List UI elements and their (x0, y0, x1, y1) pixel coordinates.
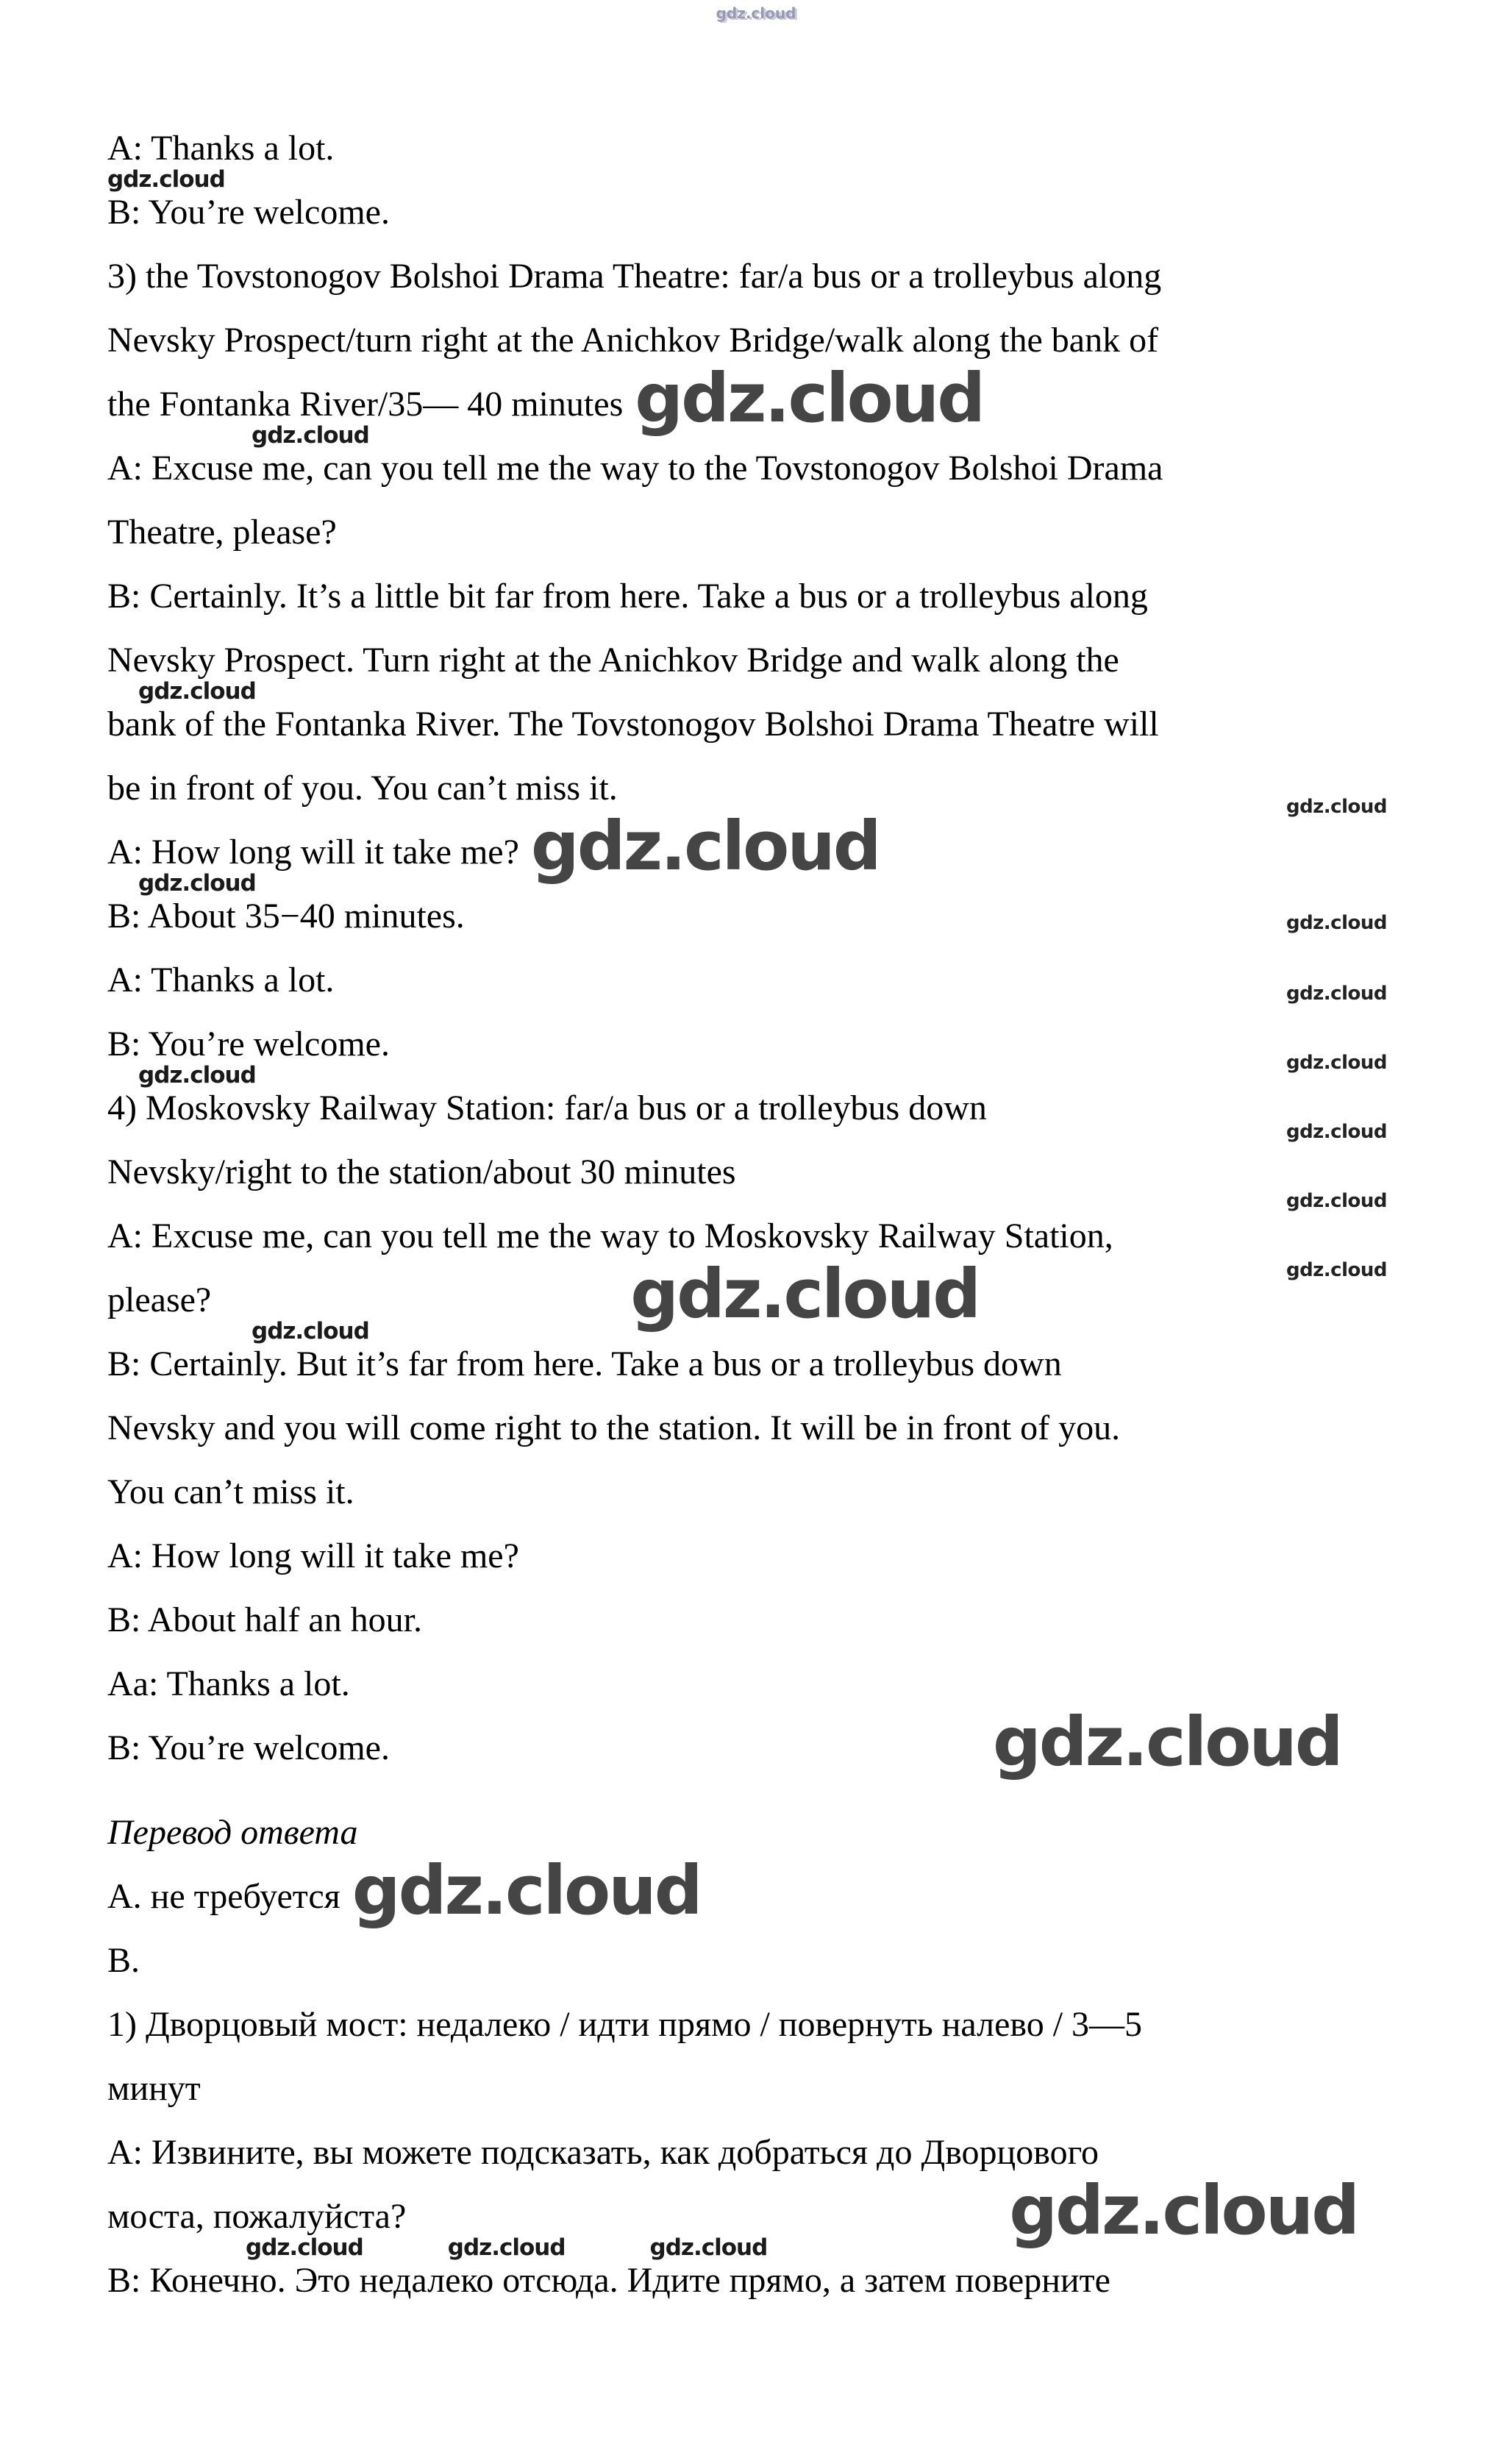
watermark-large: gdz.cloud (635, 359, 984, 438)
text-line: 4) Moskovsky Railway Station: far/a bus or a trolleybus down (107, 1089, 987, 1127)
watermark-right: gdz.cloud (1285, 1259, 1387, 1281)
text-line: Перевод ответа (107, 1813, 358, 1852)
text-line: B: You’re welcome. (107, 193, 390, 232)
text-line: bank of the Fontanka River. The Tovstonogov Bolshoi Drama Theatre will (107, 705, 1159, 744)
watermark-right: gdz.cloud (1285, 983, 1387, 1005)
watermark-large: gdz.cloud (630, 1255, 980, 1333)
text-line: A: Excuse me, can you tell me the way to Moskovsky Railway Station, (107, 1216, 1113, 1255)
watermark-small: gdz.cloud (252, 1318, 369, 1344)
text-line: You can’t miss it. (107, 1472, 354, 1511)
text-line: be in front of you. You can’t miss it. (107, 769, 618, 808)
text-line: B: Конечно. Это недалеко отсюда. Идите прямо, а затем поверните (107, 2261, 1110, 2300)
watermark-small: gdz.cloud (138, 1062, 256, 1089)
text-line: 3) the Tovstonogov Bolshoi Drama Theatre: far/a bus or a trolleybus along (107, 257, 1162, 296)
text-line: A: Excuse me, can you tell me the way to the Tovstonogov Bolshoi Drama (107, 449, 1163, 488)
text-line: B: About half an hour. (107, 1600, 422, 1639)
text-line: моста, пожалуйста? gdz.cloud (107, 2171, 1358, 2250)
document-content (107, 116, 1446, 2312)
watermark-small: gdz.cloud (138, 870, 256, 897)
text-line: B: You’re welcome. (107, 1025, 390, 1064)
text-line: 1) Дворцовый мост: недалеко / идти прямо / повернуть налево / 3—5 (107, 2005, 1143, 2044)
watermark-small: gdz.cloud (252, 422, 369, 449)
watermark-right: gdz.cloud (1285, 796, 1387, 818)
watermark-large: gdz.cloud (352, 1851, 701, 1930)
watermark-small: gdz.cloud (649, 2234, 768, 2261)
watermark-small: gdz.cloud (107, 166, 225, 193)
text-line: А. не требуется gdz.cloud (107, 1851, 701, 1930)
text-line: the Fontanka River/35— 40 minutes gdz.cloud (107, 359, 984, 438)
watermark-large: gdz.cloud (530, 807, 880, 886)
text-line: A: Извините, вы можете подсказать, как добраться до Дворцового (107, 2133, 1099, 2172)
watermark-small: gdz.cloud (447, 2234, 566, 2261)
watermark-small: gdz.cloud (246, 2234, 363, 2261)
text-line: Nevsky Prospect/turn right at the Anichkov Bridge/walk along the bank of (107, 321, 1159, 360)
text-line: В. (107, 1941, 140, 1980)
text-line: B: About 35−40 minutes. (107, 897, 465, 936)
watermark-right: gdz.cloud (1285, 912, 1387, 934)
watermark-top: gdz.cloud (716, 4, 796, 22)
text-line: A: How long will it take me? gdz.cloud (107, 807, 880, 886)
watermark-small: gdz.cloud (138, 678, 256, 705)
text-line: please? gdz.cloud (107, 1255, 980, 1333)
watermark-large: gdz.cloud (992, 1703, 1341, 1781)
text-line: Aa: Thanks a lot. (107, 1664, 350, 1703)
text-line: A: How long will it take me? (107, 1536, 519, 1575)
text-line: Nevsky and you will come right to the station. It will be in front of you. (107, 1408, 1121, 1447)
text-line: A: Thanks a lot. (107, 961, 335, 1000)
text-line: A: Thanks a lot. (107, 129, 335, 168)
watermark-large: gdz.cloud (1009, 2171, 1358, 2250)
text-line: минут (107, 2069, 201, 2108)
watermark-right: gdz.cloud (1285, 1121, 1387, 1143)
text-line: Nevsky Prospect. Turn right at the Anichkov Bridge and walk along the (107, 641, 1119, 680)
watermark-right: gdz.cloud (1285, 1190, 1387, 1212)
text-line: B: Certainly. It’s a little bit far from here. Take a bus or a trolleybus along (107, 577, 1148, 616)
text-line: B: You’re welcome. gdz.cloud (107, 1703, 1341, 1781)
watermark-right: gdz.cloud (1285, 1052, 1387, 1074)
text-line: Nevsky/right to the station/about 30 minutes (107, 1152, 736, 1191)
text-line: Theatre, please? (107, 513, 337, 552)
text-line: B: Certainly. But it’s far from here. Take a bus or a trolleybus down (107, 1344, 1062, 1383)
